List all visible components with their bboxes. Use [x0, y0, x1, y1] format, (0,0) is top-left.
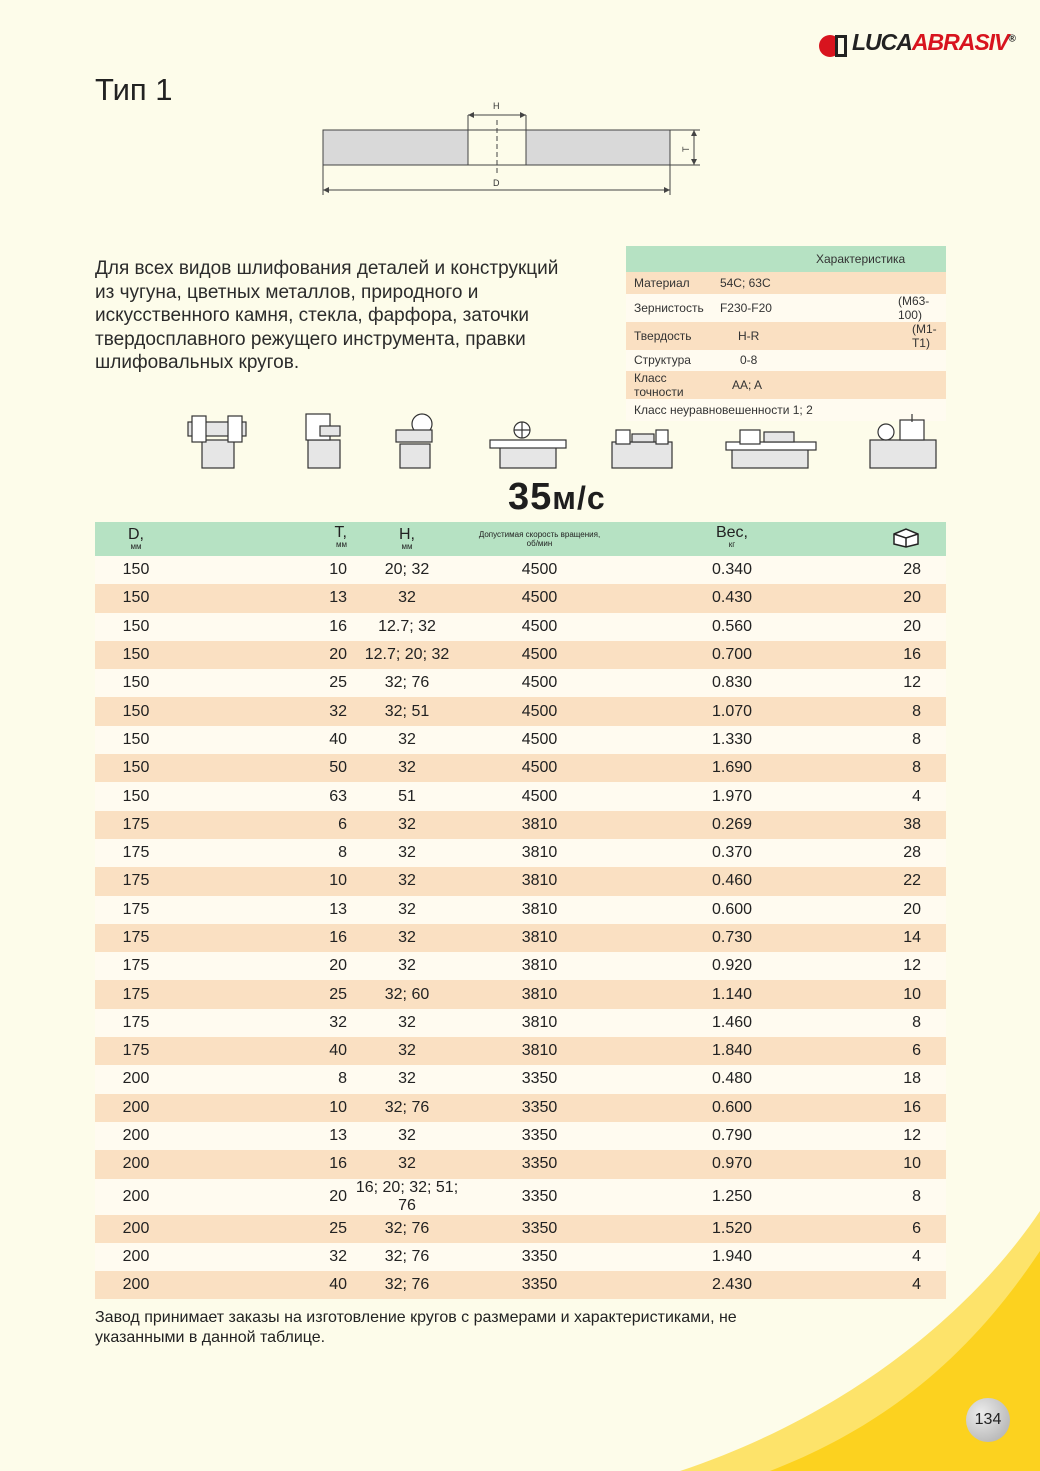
table-row	[95, 613, 946, 641]
cell-t: 16	[177, 924, 347, 952]
cell-t: 25	[177, 669, 347, 697]
dimensions-table	[95, 522, 946, 1299]
cell-speed: 4500	[467, 669, 612, 697]
cell-speed: 4500	[467, 613, 612, 641]
cell-d: 200	[95, 1215, 177, 1243]
cell-weight: 1.070	[612, 697, 802, 725]
cell-pack: 10	[802, 980, 946, 1008]
cell-weight: 0.600	[612, 1094, 802, 1122]
cell-speed: 4500	[467, 641, 612, 669]
cell-pack: 10	[802, 1150, 946, 1178]
cell-speed: 4500	[467, 782, 612, 810]
cell-t: 13	[177, 584, 347, 612]
cell-t: 40	[177, 1271, 347, 1299]
cell-t: 10	[177, 1094, 347, 1122]
table-row	[95, 924, 946, 952]
cell-pack: 28	[802, 556, 946, 584]
logo-wordmark: LUCAABRASIV®	[852, 29, 1015, 55]
cell-weight: 0.560	[612, 613, 802, 641]
table-row	[95, 1179, 946, 1215]
cell-h: 32; 76	[347, 1243, 467, 1271]
cell-h: 32	[347, 1150, 467, 1178]
cell-pack: 12	[802, 1122, 946, 1150]
spec-name: Класс точности	[626, 371, 712, 399]
brand-logo	[818, 28, 1024, 62]
page-title: Тип 1	[95, 72, 173, 107]
cell-weight: 2.430	[612, 1271, 802, 1299]
cell-speed: 3350	[467, 1065, 612, 1093]
cell-h: 32; 76	[347, 669, 467, 697]
cell-pack: 20	[802, 896, 946, 924]
page-number: 134	[966, 1398, 1010, 1442]
cell-t: 32	[177, 1009, 347, 1037]
cell-t: 20	[177, 1179, 347, 1215]
cell-pack: 16	[802, 641, 946, 669]
table-row	[95, 697, 946, 725]
cell-t: 20	[177, 641, 347, 669]
cell-t: 25	[177, 980, 347, 1008]
logo-emblem-icon	[818, 30, 850, 62]
col-header-speed: Допустимая скорость вращения, об/мин	[467, 522, 612, 556]
col-header-d: D, мм	[95, 522, 177, 556]
cell-speed: 3810	[467, 924, 612, 952]
cell-speed: 4500	[467, 726, 612, 754]
cell-speed: 3810	[467, 980, 612, 1008]
table-row	[95, 584, 946, 612]
table-row	[95, 1094, 946, 1122]
table-row	[95, 1243, 946, 1271]
wheel-profile-diagram	[310, 95, 710, 205]
cell-d: 175	[95, 839, 177, 867]
machine-icons-row	[180, 410, 960, 472]
cell-pack: 22	[802, 867, 946, 895]
cell-h: 32	[347, 584, 467, 612]
cell-speed: 3350	[467, 1179, 612, 1215]
cell-speed: 3350	[467, 1122, 612, 1150]
cell-h: 32	[347, 924, 467, 952]
cell-pack: 4	[802, 1271, 946, 1299]
cell-pack: 6	[802, 1215, 946, 1243]
cell-t: 40	[177, 1037, 347, 1065]
cell-weight: 0.970	[612, 1150, 802, 1178]
tool-grinder-icon	[396, 414, 432, 468]
table-row	[95, 952, 946, 980]
dim-h-label: H	[493, 101, 500, 111]
cell-weight: 0.269	[612, 811, 802, 839]
cell-pack: 18	[802, 1065, 946, 1093]
spec-extra	[890, 371, 946, 399]
cell-weight: 0.700	[612, 641, 802, 669]
cell-d: 175	[95, 980, 177, 1008]
spec-name: Класс неуравновешенности	[634, 402, 790, 417]
table-body	[95, 556, 946, 1299]
spec-name: Структура	[626, 350, 712, 372]
cell-weight: 0.430	[612, 584, 802, 612]
cell-h: 32; 60	[347, 980, 467, 1008]
cell-pack: 4	[802, 1243, 946, 1271]
cell-weight: 0.920	[612, 952, 802, 980]
bench-grinder-icon	[188, 416, 246, 468]
cell-d: 200	[95, 1243, 177, 1271]
col-header-pack	[802, 522, 946, 556]
spec-extra: (M63-100)	[890, 294, 946, 322]
spec-value: 54C; 63C	[712, 272, 890, 294]
cell-weight: 1.970	[612, 782, 802, 810]
cell-d: 150	[95, 613, 177, 641]
cell-h: 32; 76	[347, 1094, 467, 1122]
intro-text: Для всех видов шлифования деталей и конструкций из чугуна, цветных металлов, природного и искусственного камня, стекла, фарфора, заточки твердосплавного режущего инструмента, правки шлифовальных кругов.	[95, 258, 559, 373]
spec-value: 1; 2	[792, 402, 813, 417]
cell-h: 12.7; 32	[347, 613, 467, 641]
table-row	[95, 556, 946, 584]
cell-pack: 8	[802, 697, 946, 725]
cell-pack: 8	[802, 726, 946, 754]
surface-grinder-icon	[306, 414, 340, 468]
cell-weight: 0.340	[612, 556, 802, 584]
cell-d: 200	[95, 1065, 177, 1093]
cell-h: 32	[347, 839, 467, 867]
cell-d: 175	[95, 811, 177, 839]
cell-pack: 8	[802, 754, 946, 782]
cell-d: 150	[95, 782, 177, 810]
speed-value: 35	[508, 476, 553, 518]
cell-d: 150	[95, 641, 177, 669]
cell-t: 32	[177, 1243, 347, 1271]
col-header-weight: Вес, кг	[612, 522, 802, 556]
cell-t: 40	[177, 726, 347, 754]
cell-pack: 14	[802, 924, 946, 952]
table-row	[95, 811, 946, 839]
cell-h: 12.7; 20; 32	[347, 641, 467, 669]
table-row	[95, 1271, 946, 1299]
cylindrical-grinder-icon	[490, 422, 566, 468]
cell-d: 150	[95, 754, 177, 782]
table-row	[95, 782, 946, 810]
cell-t: 16	[177, 1150, 347, 1178]
cell-speed: 3350	[467, 1215, 612, 1243]
spec-name: Зернистость	[626, 294, 712, 322]
spec-value: F230-F20	[712, 294, 890, 322]
cell-pack: 6	[802, 1037, 946, 1065]
cell-h: 32	[347, 1122, 467, 1150]
cell-t: 16	[177, 613, 347, 641]
speed-unit: м/с	[552, 480, 606, 516]
cell-t: 13	[177, 1122, 347, 1150]
spec-value: H-R	[712, 322, 890, 350]
cell-weight: 1.460	[612, 1009, 802, 1037]
cell-t: 50	[177, 754, 347, 782]
spec-value: 0-8	[712, 350, 890, 372]
cell-h: 32	[347, 1037, 467, 1065]
cell-d: 200	[95, 1094, 177, 1122]
table-row	[95, 980, 946, 1008]
table-row	[95, 754, 946, 782]
cell-t: 32	[177, 697, 347, 725]
cell-pack: 12	[802, 952, 946, 980]
cell-t: 10	[177, 556, 347, 584]
cell-speed: 3350	[467, 1150, 612, 1178]
cell-pack: 20	[802, 613, 946, 641]
cell-h: 32	[347, 754, 467, 782]
cell-h: 32	[347, 896, 467, 924]
cell-t: 10	[177, 867, 347, 895]
cell-t: 20	[177, 952, 347, 980]
cell-d: 150	[95, 697, 177, 725]
cell-pack: 12	[802, 669, 946, 697]
cell-d: 175	[95, 1009, 177, 1037]
cell-weight: 1.140	[612, 980, 802, 1008]
cell-h: 16; 20; 32; 51; 76	[347, 1179, 467, 1215]
col-header-h: H, мм	[347, 522, 467, 556]
spec-extra	[890, 272, 946, 294]
cell-d: 175	[95, 867, 177, 895]
cell-weight: 1.520	[612, 1215, 802, 1243]
cell-h: 32	[347, 867, 467, 895]
cell-d: 200	[95, 1179, 177, 1215]
spec-name: Материал	[626, 272, 712, 294]
cell-weight: 1.330	[612, 726, 802, 754]
cell-pack: 38	[802, 811, 946, 839]
cell-speed: 3350	[467, 1243, 612, 1271]
dim-d-label: D	[493, 178, 500, 188]
cell-h: 51	[347, 782, 467, 810]
cell-weight: 0.600	[612, 896, 802, 924]
spec-extra	[890, 350, 946, 372]
cell-weight: 1.250	[612, 1179, 802, 1215]
cell-pack: 20	[802, 584, 946, 612]
characteristics-header: Характеристика	[626, 246, 946, 272]
characteristics-table	[626, 246, 946, 421]
col-header-t: T, мм	[177, 522, 347, 556]
cell-h: 32	[347, 726, 467, 754]
cell-d: 175	[95, 1037, 177, 1065]
cell-pack: 28	[802, 839, 946, 867]
cell-speed: 4500	[467, 754, 612, 782]
cell-h: 32	[347, 1065, 467, 1093]
cell-weight: 0.790	[612, 1122, 802, 1150]
cell-speed: 4500	[467, 584, 612, 612]
spec-value: AA; A	[712, 371, 890, 399]
cell-d: 200	[95, 1271, 177, 1299]
cell-speed: 3350	[467, 1094, 612, 1122]
cell-weight: 0.370	[612, 839, 802, 867]
cell-pack: 8	[802, 1179, 946, 1215]
cell-speed: 3810	[467, 1037, 612, 1065]
cell-t: 13	[177, 896, 347, 924]
table-row	[95, 896, 946, 924]
cell-t: 63	[177, 782, 347, 810]
table-row	[95, 1009, 946, 1037]
cell-d: 175	[95, 952, 177, 980]
cell-speed: 3350	[467, 1271, 612, 1299]
cell-weight: 0.480	[612, 1065, 802, 1093]
cell-d: 175	[95, 924, 177, 952]
table-row	[95, 1122, 946, 1150]
cell-t: 8	[177, 839, 347, 867]
cell-t: 8	[177, 1065, 347, 1093]
cell-pack: 16	[802, 1094, 946, 1122]
cell-d: 150	[95, 669, 177, 697]
cell-speed: 3810	[467, 952, 612, 980]
cell-weight: 1.940	[612, 1243, 802, 1271]
cell-speed: 3810	[467, 839, 612, 867]
table-row	[95, 726, 946, 754]
cutting-grinder-icon	[870, 414, 936, 468]
table-row	[95, 1215, 946, 1243]
spec-name: Твердость	[626, 322, 712, 350]
cell-h: 20; 32	[347, 556, 467, 584]
cell-h: 32	[347, 1009, 467, 1037]
cell-speed: 3810	[467, 896, 612, 924]
cell-weight: 0.830	[612, 669, 802, 697]
cell-h: 32	[347, 952, 467, 980]
cell-d: 175	[95, 896, 177, 924]
cell-weight: 1.690	[612, 754, 802, 782]
long-bed-grinder-icon	[726, 430, 816, 468]
table-row	[95, 867, 946, 895]
table-row	[95, 1150, 946, 1178]
table-row	[95, 641, 946, 669]
cell-h: 32; 51	[347, 697, 467, 725]
table-row	[95, 669, 946, 697]
cell-weight: 1.840	[612, 1037, 802, 1065]
cell-speed: 3810	[467, 811, 612, 839]
package-box-icon	[891, 526, 921, 548]
cell-speed: 3810	[467, 1009, 612, 1037]
cell-h: 32	[347, 811, 467, 839]
cell-pack: 4	[802, 782, 946, 810]
cell-speed: 3810	[467, 867, 612, 895]
lathe-grinder-icon	[612, 430, 672, 468]
cell-weight: 0.730	[612, 924, 802, 952]
cell-d: 150	[95, 556, 177, 584]
cell-t: 6	[177, 811, 347, 839]
speed-label	[508, 476, 606, 519]
table-row	[95, 1037, 946, 1065]
cell-speed: 4500	[467, 697, 612, 725]
table-row	[95, 1065, 946, 1093]
cell-h: 32; 76	[347, 1215, 467, 1243]
spec-extra: (M1-T1)	[890, 322, 946, 350]
cell-weight: 0.460	[612, 867, 802, 895]
cell-h: 32; 76	[347, 1271, 467, 1299]
cell-d: 150	[95, 726, 177, 754]
dim-t-label: T	[681, 146, 691, 152]
table-row	[95, 839, 946, 867]
cell-d: 150	[95, 584, 177, 612]
footer-note: Завод принимает заказы на изготовление кругов с размерами и характеристиками, не указанными в данной таблице.	[95, 1309, 737, 1346]
cell-d: 200	[95, 1150, 177, 1178]
cell-t: 25	[177, 1215, 347, 1243]
cell-d: 200	[95, 1122, 177, 1150]
cell-pack: 8	[802, 1009, 946, 1037]
cell-speed: 4500	[467, 556, 612, 584]
